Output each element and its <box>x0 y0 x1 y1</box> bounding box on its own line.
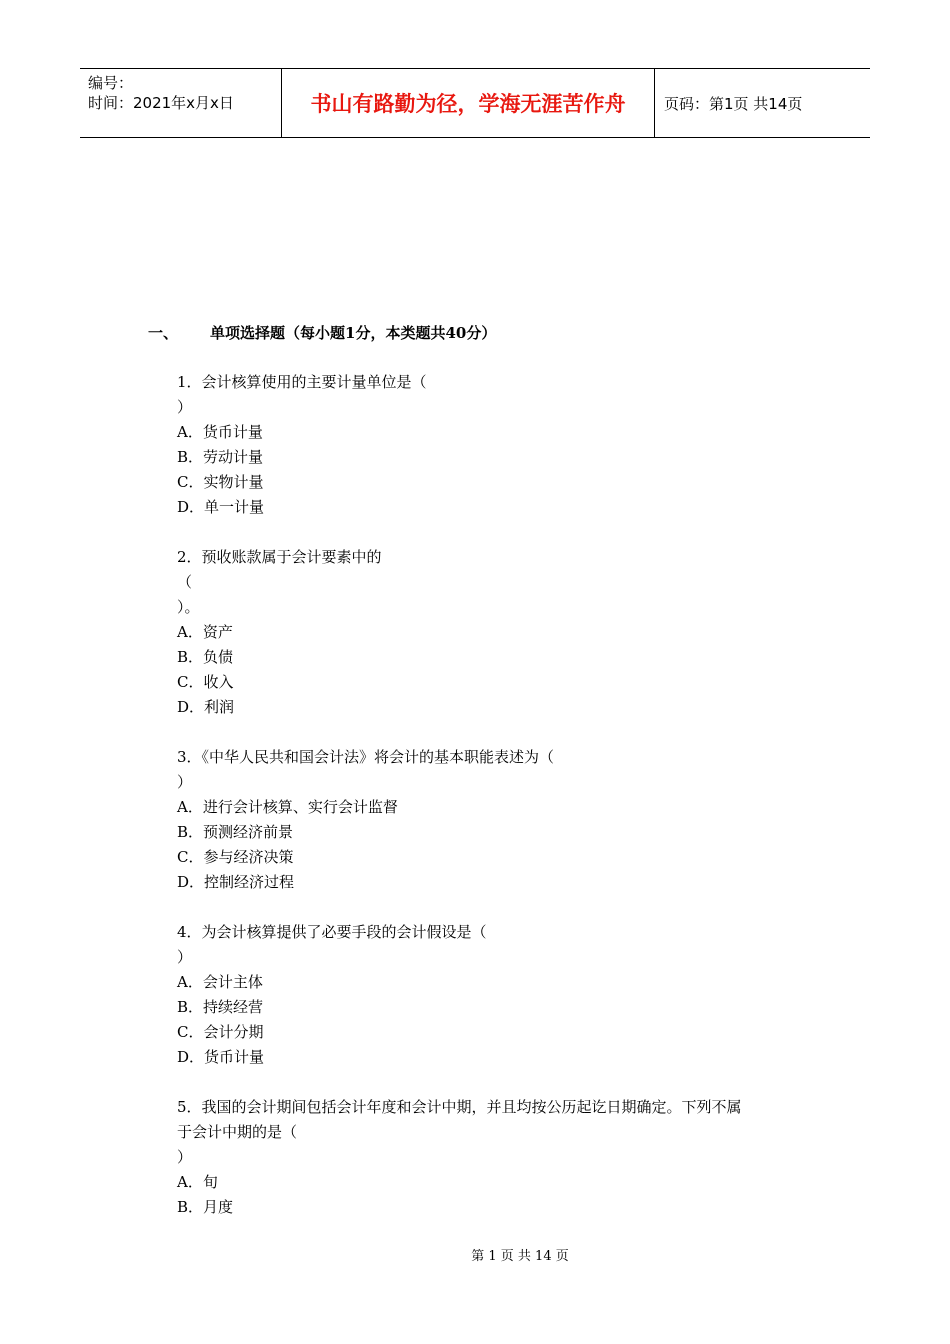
header-motto: 书山有路勤为径，学海无涯苦作舟 <box>281 69 655 137</box>
answer-option: A．货币计量 <box>177 423 263 441</box>
answer-option: C．收入 <box>177 673 234 691</box>
question-item <box>177 370 817 520</box>
question-item <box>177 1095 817 1220</box>
answer-option: A．会计主体 <box>177 973 263 991</box>
question-text-line: ）。 <box>177 598 200 616</box>
number-label: 编号： <box>88 74 134 92</box>
time-label: 时间：2021年x月x日 <box>88 94 234 112</box>
answer-option: A．资产 <box>177 623 233 641</box>
answer-option: D．控制经济过程 <box>177 873 295 891</box>
section-heading: 单项选择题（每小题1分，本类题共40分） <box>210 324 497 342</box>
question-text-line: 4．为会计核算提供了必要手段的会计假设是（ <box>177 923 487 941</box>
answer-option: C．会计分期 <box>177 1023 264 1041</box>
answer-option: C．参与经济决策 <box>177 848 294 866</box>
answer-option: A．进行会计核算、实行会计监督 <box>177 798 398 816</box>
answer-option: B．劳动计量 <box>177 448 264 466</box>
question-item <box>177 745 817 895</box>
answer-option: B．负债 <box>177 648 234 666</box>
question-item <box>177 545 817 720</box>
section-title <box>148 322 496 343</box>
question-list <box>177 370 817 1245</box>
answer-option: D．货币计量 <box>177 1048 265 1066</box>
question-text-line: 1．会计核算使用的主要计量单位是（ <box>177 373 427 391</box>
answer-option: D．单一计量 <box>177 498 265 516</box>
answer-option: B．月度 <box>177 1198 234 1216</box>
page-header <box>80 68 870 138</box>
question-text-line: 5．我国的会计期间包括会计年度和会计中期，并且均按公历起讫日期确定。下列不属 <box>177 1098 742 1116</box>
question-item <box>177 920 817 1070</box>
question-text-line: ） <box>177 948 193 966</box>
header-page-info: 页码：第1页 共14页 <box>664 94 803 113</box>
question-text-line: 2．预收账款属于会计要素中的 <box>177 548 382 566</box>
question-text-line: （ <box>177 573 193 591</box>
section-number: 一、 <box>148 324 179 342</box>
question-text-line: 于会计中期的是（ <box>177 1123 298 1141</box>
question-text-line: ） <box>177 773 193 791</box>
answer-option: C．实物计量 <box>177 473 264 491</box>
page-footer: 第 1 页 共 14 页 <box>471 1249 569 1264</box>
question-text-line: ） <box>177 1148 193 1166</box>
question-text-line: 3．《中华人民共和国会计法》将会计的基本职能表述为（ <box>177 748 555 766</box>
answer-option: A．旬 <box>177 1173 218 1191</box>
question-text-line: ） <box>177 398 193 416</box>
answer-option: D．利润 <box>177 698 235 716</box>
answer-option: B．持续经营 <box>177 998 264 1016</box>
answer-option: B．预测经济前景 <box>177 823 294 841</box>
header-meta <box>80 69 281 137</box>
